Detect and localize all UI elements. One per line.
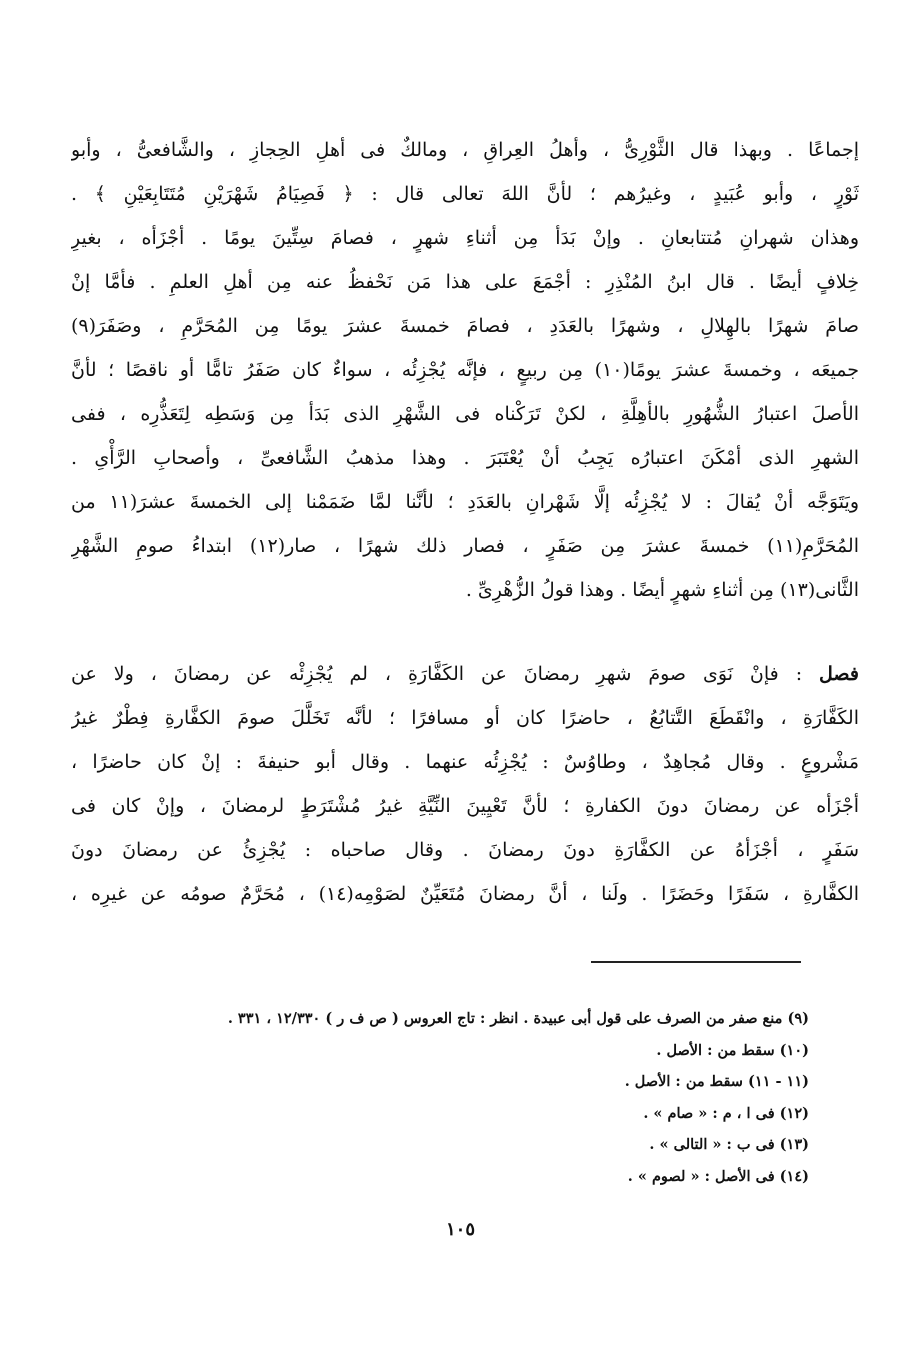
footnote-12: (١٢) فى ا ، م : « صام » . bbox=[643, 1104, 809, 1122]
text-line: أجْزَأه عن رمضانَ دونَ الكفارةِ ؛ لأنَّ تَعْيِينَ النِّيَّةِ غيرُ مُشْتَرَطٍ لرمضانَ ، وإنْ كان فى bbox=[71, 795, 859, 817]
text-line: جميعَه ، وخمسةَ عشرَ يومًا(١٠) مِن ربيعٍ ، فإنَّه يُجْزِئُه ، سواءٌ كان صَفَرُ تامًّا أو ناقصًا ؛ لأنَّ bbox=[71, 359, 859, 381]
text-line-first-rest: : فإنْ نَوَى صومَ شهرِ رمضانَ عن الكَفَّارَةِ ، لم يُجْزِئْه عن رمضانَ ، ولا عن bbox=[71, 663, 820, 685]
footnotes bbox=[109, 1003, 809, 1192]
section-heading-fasl: فصل bbox=[819, 663, 859, 685]
footnote-9: (٩) منع صفر من الصرف على قول أبى عبيدة . انظر : تاج العروس ( ص ف ر ) ١٢/٣٣٠ ، ٣٣١ . bbox=[227, 1010, 809, 1027]
footnote-separator bbox=[591, 961, 801, 963]
text-line: صامَ شهرًا بالهِلالِ ، وشهرًا بالعَدَدِ ، فصامَ خمسةَ عشرَ يومًا مِن المُحَرَّمِ ، وصَفَرَ(٩) bbox=[71, 315, 859, 337]
text-line: خِلافٍ أيضًا . قال ابنُ المُنْذِرِ : أجْمَعَ على هذا مَن نَحْفظُ عنه مِن أهلِ العلمِ . فأمَّا إنْ bbox=[71, 271, 859, 293]
text-line: سَفَرٍ ، أجْزَأهُ عن الكفَّارَةِ دونَ رمضانَ . وقال صاحباه : يُجْزِئُ عن رمضانَ دونَ bbox=[71, 839, 859, 861]
footnote-11: (١١ - ١١) سقط من : الأصل . bbox=[624, 1073, 809, 1090]
main-paragraph-2 bbox=[71, 652, 859, 916]
text-line: الثَّانى(١٣) مِن أثناءِ شهرٍ أيضًا . وهذا قولُ الزُّهْرِىِّ . bbox=[465, 579, 859, 601]
main-paragraph-1 bbox=[71, 128, 859, 612]
text-line: الكَفَّارَةِ ، وانْقَطَعَ التَّتابُعُ ، حاضرًا كان أو مسافرًا ؛ لأنَّه تَخَلَّلَ صومَ الكفَّارةِ فِطْرٌ غيرُ bbox=[71, 707, 859, 729]
page-number: ١٠٥ bbox=[445, 1219, 475, 1240]
text-line: الأصلَ اعتبارُ الشُّهُورِ بالأهِلَّةِ ، لكنْ تَرَكْناه فى الشَّهْرِ الذى بَدَأ مِن وَسَطِه لِتَعَذُّرِه ، ففى bbox=[71, 403, 859, 425]
text-line: الكفَّارةِ ، سَفَرًا وحَضَرًا . ولَنا ، أنَّ رمضانَ مُتَعَيِّنٌ لصَوْمِه(١٤) ، مُحَرَّمٌ صومُه عن غيرِه ، bbox=[71, 883, 859, 905]
text-line: ثَوْرٍ ، وأبو عُبَيدٍ ، وغيرُهم ؛ لأنَّ اللهَ تعالى قال : ﴿ فَصِيَامُ شَهْرَيْنِ مُتَتَابِعَيْنِ ﴾ . bbox=[71, 183, 859, 205]
text-line: الشهرِ الذى أمْكَنَ اعتبارُه يَجِبُ أنْ يُعْتَبَرَ . وهذا مذهبُ الشَّافعىِّ ، وأصحابِ الرَّأْىِ . bbox=[71, 447, 859, 469]
text-line: ويَتَوَجَّه أنْ يُقالَ : لا يُجْزِئُه إلَّا شَهْرانِ بالعَدَدِ ؛ لأنَّنا لمَّا ضَمَمْنا إلى الخمسةَ عشرَ(١١ من bbox=[71, 491, 859, 513]
text-line: مَشْروعٍ . وقال مُجاهِدٌ ، وطاوُسٌ : يُجْزِئُه عنهما . وقال أبو حنيفةَ : إنْ كان حاضرًا ، bbox=[71, 751, 859, 773]
text-line: إجماعًا . وبهذا قال الثَّوْرِىُّ ، وأهلُ العِراقِ ، ومالكٌ فى أهلِ الحِجازِ ، والشَّافعىُّ ، وأبو bbox=[71, 139, 859, 161]
footnote-13: (١٣) فى ب : « التالى » . bbox=[649, 1136, 809, 1153]
text-line-first bbox=[71, 652, 859, 696]
footnote-10: (١٠) سقط من : الأصل . bbox=[656, 1041, 809, 1059]
footnote-14: (١٤) فى الأصل : « لصوم » . bbox=[627, 1167, 809, 1185]
text-line: المُحَرَّمِ(١١) خمسةَ عشرَ مِن صَفَرٍ ، فصار ذلك شهرًا ، صار(١٢) ابتداءُ صومِ الشَّهْرِ bbox=[71, 535, 859, 557]
text-line: وهذان شهرانِ مُتتابعانِ . وإنْ بَدَأ مِن أثناءِ شهرٍ ، فصامَ سِتِّينَ يومًا . أجْزَأه ، بغيرِ bbox=[71, 227, 859, 249]
